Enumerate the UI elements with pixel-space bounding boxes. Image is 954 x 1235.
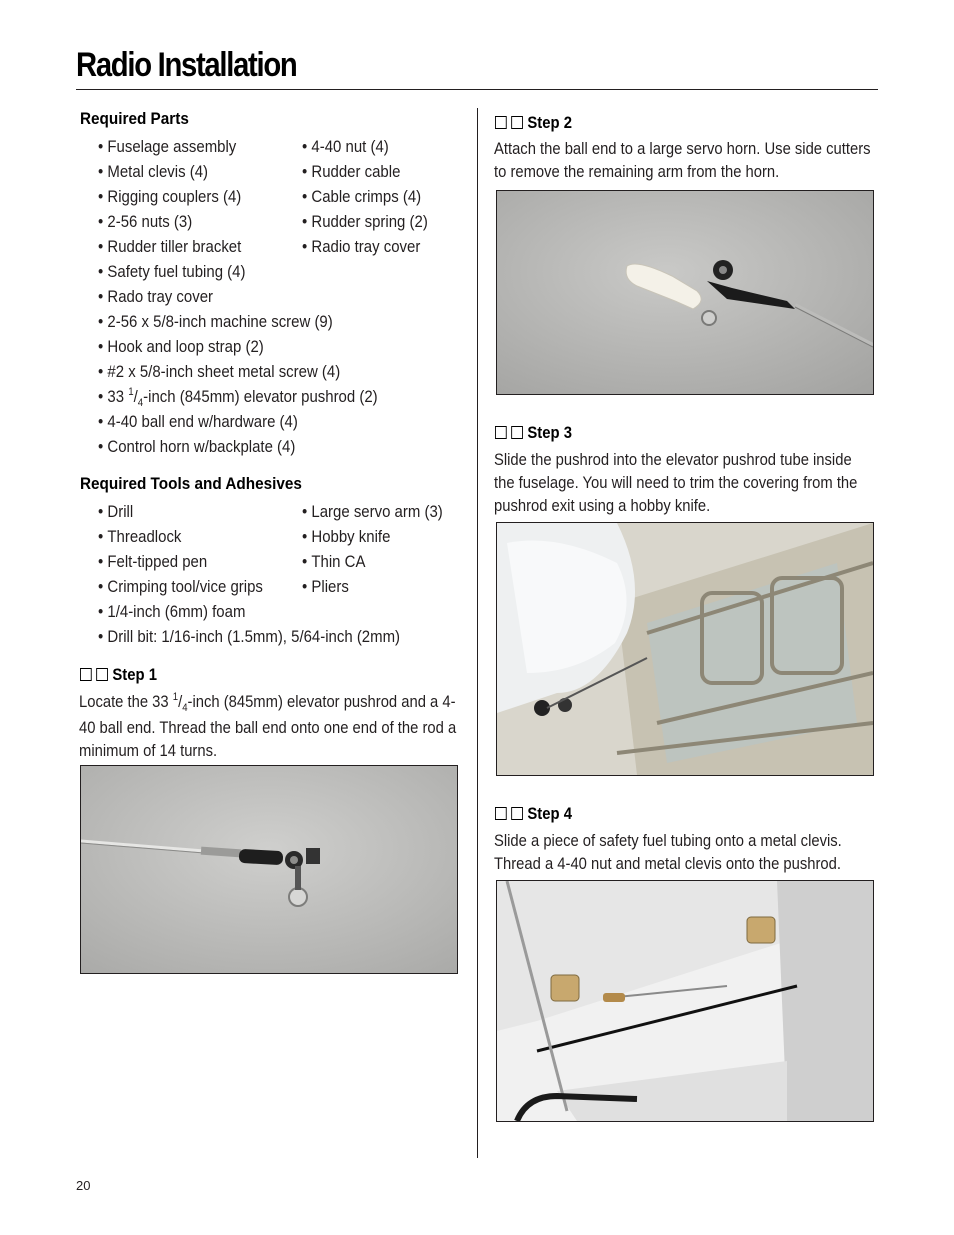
list-item: • Threadlock (98, 524, 400, 549)
list-item: • 1/4-inch (6mm) foam (98, 599, 400, 624)
checkbox-icon[interactable] (80, 668, 92, 681)
list-item: • Radio tray cover (302, 234, 428, 259)
step-2-text: Attach the ball end to a large servo horn. Use side cutters to remove the remaining arm from the horn. (494, 139, 871, 181)
step-2-photo (496, 190, 874, 395)
step-3-photo (496, 522, 874, 776)
step-4-heading: Step 4 (495, 805, 572, 824)
page-title: Radio Installation (76, 46, 297, 84)
list-item: • 2-56 x 5/8-inch machine screw (9) (98, 309, 378, 334)
list-item: • Fuselage assembly (98, 134, 378, 159)
list-item: • Cable crimps (4) (302, 184, 428, 209)
list-item: • Rigging couplers (4) (98, 184, 378, 209)
list-item: • Thin CA (302, 549, 443, 574)
required-parts-heading: Required Parts (80, 109, 189, 128)
page-number: 20 (76, 1178, 91, 1193)
list-item: • Felt-tipped pen (98, 549, 400, 574)
title-rule (76, 89, 878, 90)
checkbox-icon[interactable] (511, 116, 523, 129)
list-item: • Hook and loop strap (2) (98, 334, 378, 359)
list-item: • Hobby knife (302, 524, 443, 549)
checkbox-icon[interactable] (511, 807, 523, 820)
step-1-heading: Step 1 (80, 666, 157, 685)
list-item: • 4-40 nut (4) (302, 134, 428, 159)
list-item: • Rudder tiller bracket (98, 234, 378, 259)
required-tools-list-right (302, 499, 443, 599)
list-item: • Drill bit: 1/16-inch (1.5mm), 5/64-inch (2mm) (98, 624, 400, 649)
step-4-text: Slide a piece of safety fuel tubing onto a metal clevis. Thread a 4-40 nut and metal clevis onto the pushrod. (494, 831, 842, 873)
list-item-elevator-pushrod: • 33 $^1/_4$-inch (845mm) elevator pushrod (2) (98, 384, 378, 409)
list-item: • Rudder cable (302, 159, 428, 184)
list-item: • Metal clevis (4) (98, 159, 378, 184)
step-1-photo (80, 765, 458, 974)
list-item: • Rado tray cover (98, 284, 378, 309)
column-divider (477, 108, 478, 1158)
step-4-photo (496, 880, 874, 1122)
list-item: • 4-40 ball end w/hardware (4) (98, 409, 378, 434)
checkbox-icon[interactable] (96, 668, 108, 681)
step-3-text: Slide the pushrod into the elevator pushrod tube inside the fuselage. You will need to trim the covering from the pushrod exit using a hobby knife. (494, 450, 858, 515)
required-parts-list-right (302, 134, 428, 259)
list-item: • Safety fuel tubing (4) (98, 259, 378, 284)
list-item: • Large servo arm (3) (302, 499, 443, 524)
list-item: • Drill (98, 499, 400, 524)
list-item: • 2-56 nuts (3) (98, 209, 378, 234)
list-item: • Crimping tool/vice grips (98, 574, 400, 599)
checkbox-icon[interactable] (495, 116, 507, 129)
step-3-heading: Step 3 (495, 424, 572, 443)
checkbox-icon[interactable] (511, 426, 523, 439)
list-item: • #2 x 5/8-inch sheet metal screw (4) (98, 359, 378, 384)
step-2-heading: Step 2 (495, 114, 572, 133)
checkbox-icon[interactable] (495, 807, 507, 820)
list-item: • Rudder spring (2) (302, 209, 428, 234)
list-item: • Pliers (302, 574, 443, 599)
checkbox-icon[interactable] (495, 426, 507, 439)
step-1-text: Locate the 33 $^1/_4$-inch (845mm) elevator pushrod and a 4- 40 ball end. Thread the ball end onto one end of the rod a minimum of 14 turns. (79, 691, 457, 760)
list-item: • Control horn w/backplate (4) (98, 434, 378, 459)
required-tools-heading: Required Tools and Adhesives (80, 474, 302, 493)
